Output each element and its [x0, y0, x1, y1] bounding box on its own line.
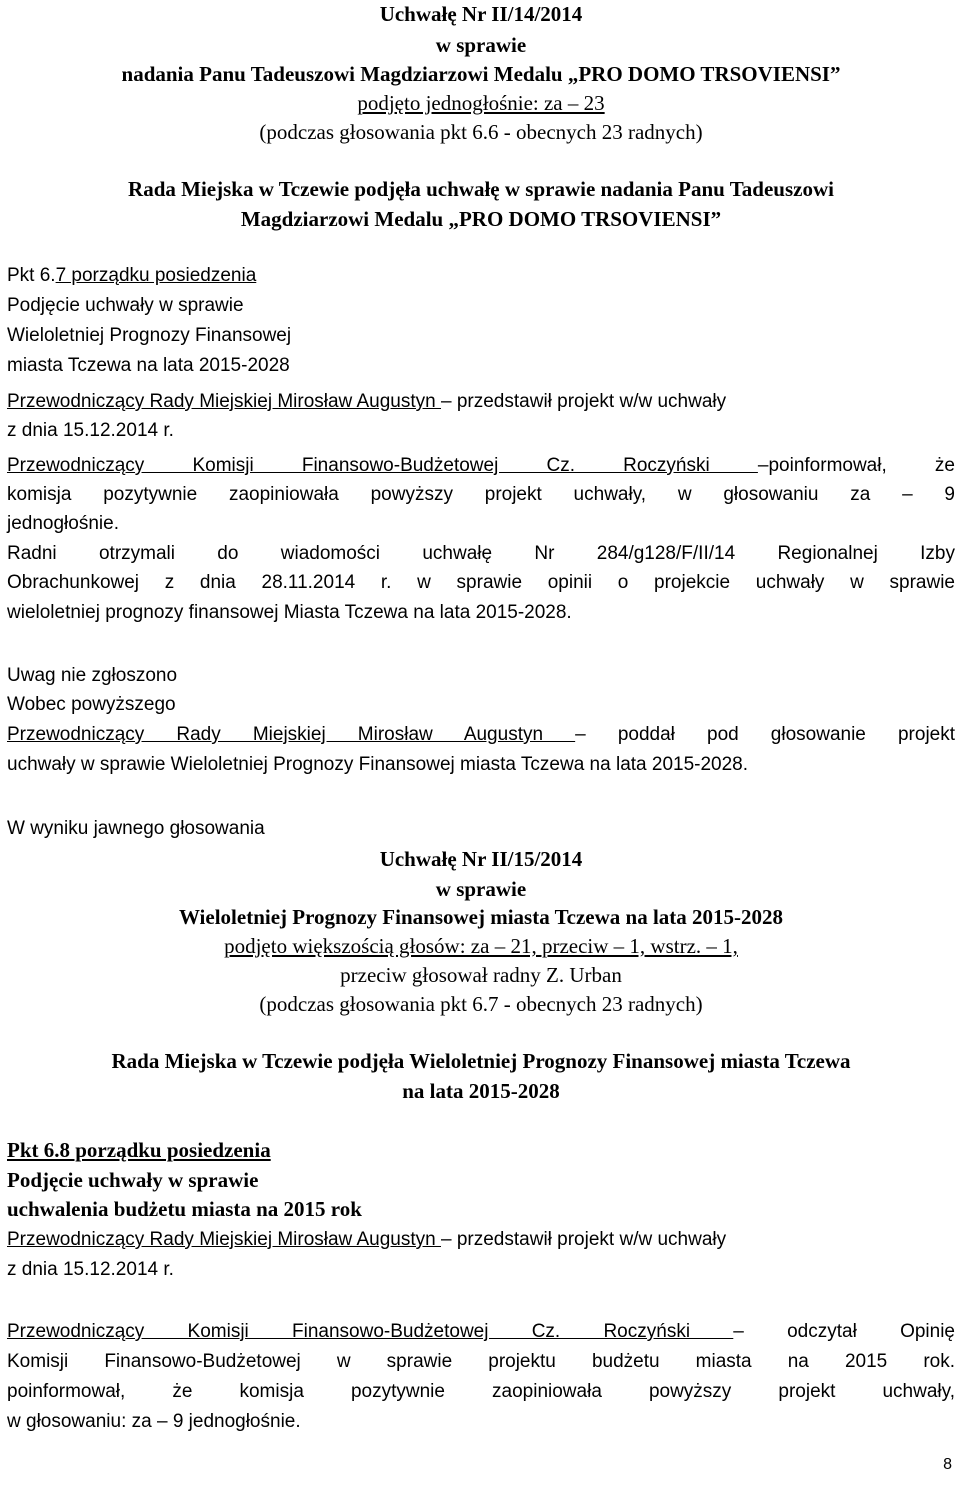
chairman-name: Przewodniczący Rady Miejskiej Mirosław Augustyn — [7, 391, 441, 412]
paragraph-put-to-vote-line1 — [7, 721, 955, 749]
resolution-subject-14: nadania Panu Tadeuszowi Magdziarzowi Medalu „PRO DOMO TRSOVIENSI” — [121, 62, 841, 86]
paragraph-6-8-date: z dnia 15.12.2014 r. — [7, 1259, 174, 1280]
paragraph-6-8-committee-line4: w głosowaniu: za – 9 jednogłośnie. — [7, 1411, 301, 1432]
paragraph-rio-line3: wieloletniej prognozy finansowej Miasta Tczewa na lata 2015-2028. — [7, 602, 572, 623]
paragraph-therefore: Wobec powyższego — [7, 694, 176, 715]
paragraph-committee-line1 — [7, 452, 955, 480]
vote-result-14-text: podjęto jednogłośnie: za – 23 — [357, 91, 605, 115]
council-result-14-line1: Rada Miejska w Tczewie podjęła uchwałę w sprawie nadania Panu Tadeuszowi — [128, 177, 834, 201]
agenda-6-8-heading-1: Podjęcie uchwały w sprawie — [7, 1168, 259, 1192]
paragraph-6-8-chairman — [7, 1226, 955, 1254]
committee-chair-action: –poinformował, że — [757, 455, 955, 476]
paragraph-committee-line2: komisja pozytywnie zaopiniowała powyższy projekt uchwały, w głosowaniu za – 9 — [7, 484, 955, 505]
chairman-action-6-8: – przedstawił projekt w/w uchwały — [441, 1229, 727, 1250]
resolution-subtitle-15: w sprawie — [435, 877, 527, 901]
chairman-action: – przedstawił projekt w/w uchwały — [441, 391, 727, 412]
paragraph-open-vote: W wyniku jawnego głosowania — [7, 818, 265, 839]
paragraph-6-8-committee-line3: poinformował, że komisja pozytywnie zaopiniowała powyższy projekt uchwały, — [7, 1381, 955, 1402]
resolution-subject-15: Wieloletniej Prognozy Finansowej miasta Tczewa na lata 2015-2028 — [178, 905, 784, 929]
resolution-subtitle-14: w sprawie — [435, 33, 527, 57]
council-result-15-line1: Rada Miejska w Tczewie podjęła Wieloletniej Prognozy Finansowej miasta Tczewa — [111, 1049, 851, 1073]
vote-result-15 — [7, 932, 955, 960]
paragraph-6-8-committee-line1 — [7, 1318, 955, 1346]
vote-note-14: (podczas głosowania pkt 6.6 - obecnych 23 radnych) — [259, 120, 703, 144]
committee-chair-action-6-8: – odczytał Opinię — [733, 1321, 955, 1342]
agenda-item-6-8-text: Pkt 6.8 porządku posiedzenia — [7, 1138, 271, 1162]
document-page — [7, 0, 955, 1488]
council-result-15-line2: na lata 2015-2028 — [402, 1079, 560, 1103]
chairman-name-6-8: Przewodniczący Rady Miejskiej Mirosław Augustyn — [7, 1229, 441, 1250]
agenda-item-6-8 — [7, 1136, 955, 1164]
agenda-item-6-7-suffix: 7 porządku posiedzenia — [55, 265, 257, 286]
vote-result-15-text: podjęto większością głosów: za – 21, przeciw – 1, wstrz. – 1, — [224, 934, 738, 958]
resolution-title-15: Uchwałę Nr II/15/2014 — [379, 847, 583, 871]
agenda-item-6-7-prefix: Pkt 6. — [7, 265, 56, 286]
page-number: 8 — [943, 1456, 952, 1473]
committee-chair-name: Przewodniczący Komisji Finansowo-Budżetowej Cz. Roczyński — [7, 455, 758, 476]
vote-result-14 — [7, 89, 955, 117]
chairman-name-vote: Przewodniczący Rady Miejskiej Mirosław Augustyn — [7, 724, 576, 745]
chairman-vote-action: – poddał pod głosowanie projekt — [575, 724, 956, 745]
agenda-heading-1: Podjęcie uchwały w sprawie — [7, 295, 244, 316]
paragraph-6-8-committee-line2: Komisji Finansowo-Budżetowej w sprawie projektu budżetu miasta na 2015 rok. — [7, 1351, 955, 1372]
agenda-heading-3: miasta Tczewa na lata 2015-2028 — [7, 355, 290, 376]
vote-against-15: przeciw głosował radny Z. Urban — [340, 963, 622, 987]
resolution-title-14: Uchwałę Nr II/14/2014 — [379, 2, 583, 26]
paragraph-no-remarks: Uwag nie zgłoszono — [7, 665, 178, 686]
committee-chair-name-6-8: Przewodniczący Komisji Finansowo-Budżetowej Cz. Roczyński — [7, 1321, 734, 1342]
council-result-14-line2: Magdziarzowi Medalu „PRO DOMO TRSOVIENSI” — [240, 207, 722, 231]
vote-note-15: (podczas głosowania pkt 6.7 - obecnych 23 radnych) — [259, 992, 703, 1016]
paragraph-rio-line1: Radni otrzymali do wiadomości uchwałę Nr 284/g128/F/II/14 Regionalnej Izby — [7, 543, 955, 564]
agenda-6-8-heading-2: uchwalenia budżetu miasta na 2015 rok — [7, 1197, 362, 1221]
paragraph-committee-line3: jednogłośnie. — [7, 513, 119, 534]
paragraph-chairman-presented — [7, 388, 955, 416]
paragraph-put-to-vote-line2: uchwały w sprawie Wieloletniej Prognozy Finansowej miasta Tczewa na lata 2015-2028. — [7, 754, 749, 775]
paragraph-chairman-date: z dnia 15.12.2014 r. — [7, 420, 174, 441]
paragraph-rio-line2: Obrachunkowej z dnia 28.11.2014 r. w sprawie opinii o projekcie uchwały w sprawie — [7, 572, 955, 593]
agenda-heading-2: Wieloletniej Prognozy Finansowej — [7, 325, 292, 346]
agenda-item-6-7 — [7, 262, 955, 290]
